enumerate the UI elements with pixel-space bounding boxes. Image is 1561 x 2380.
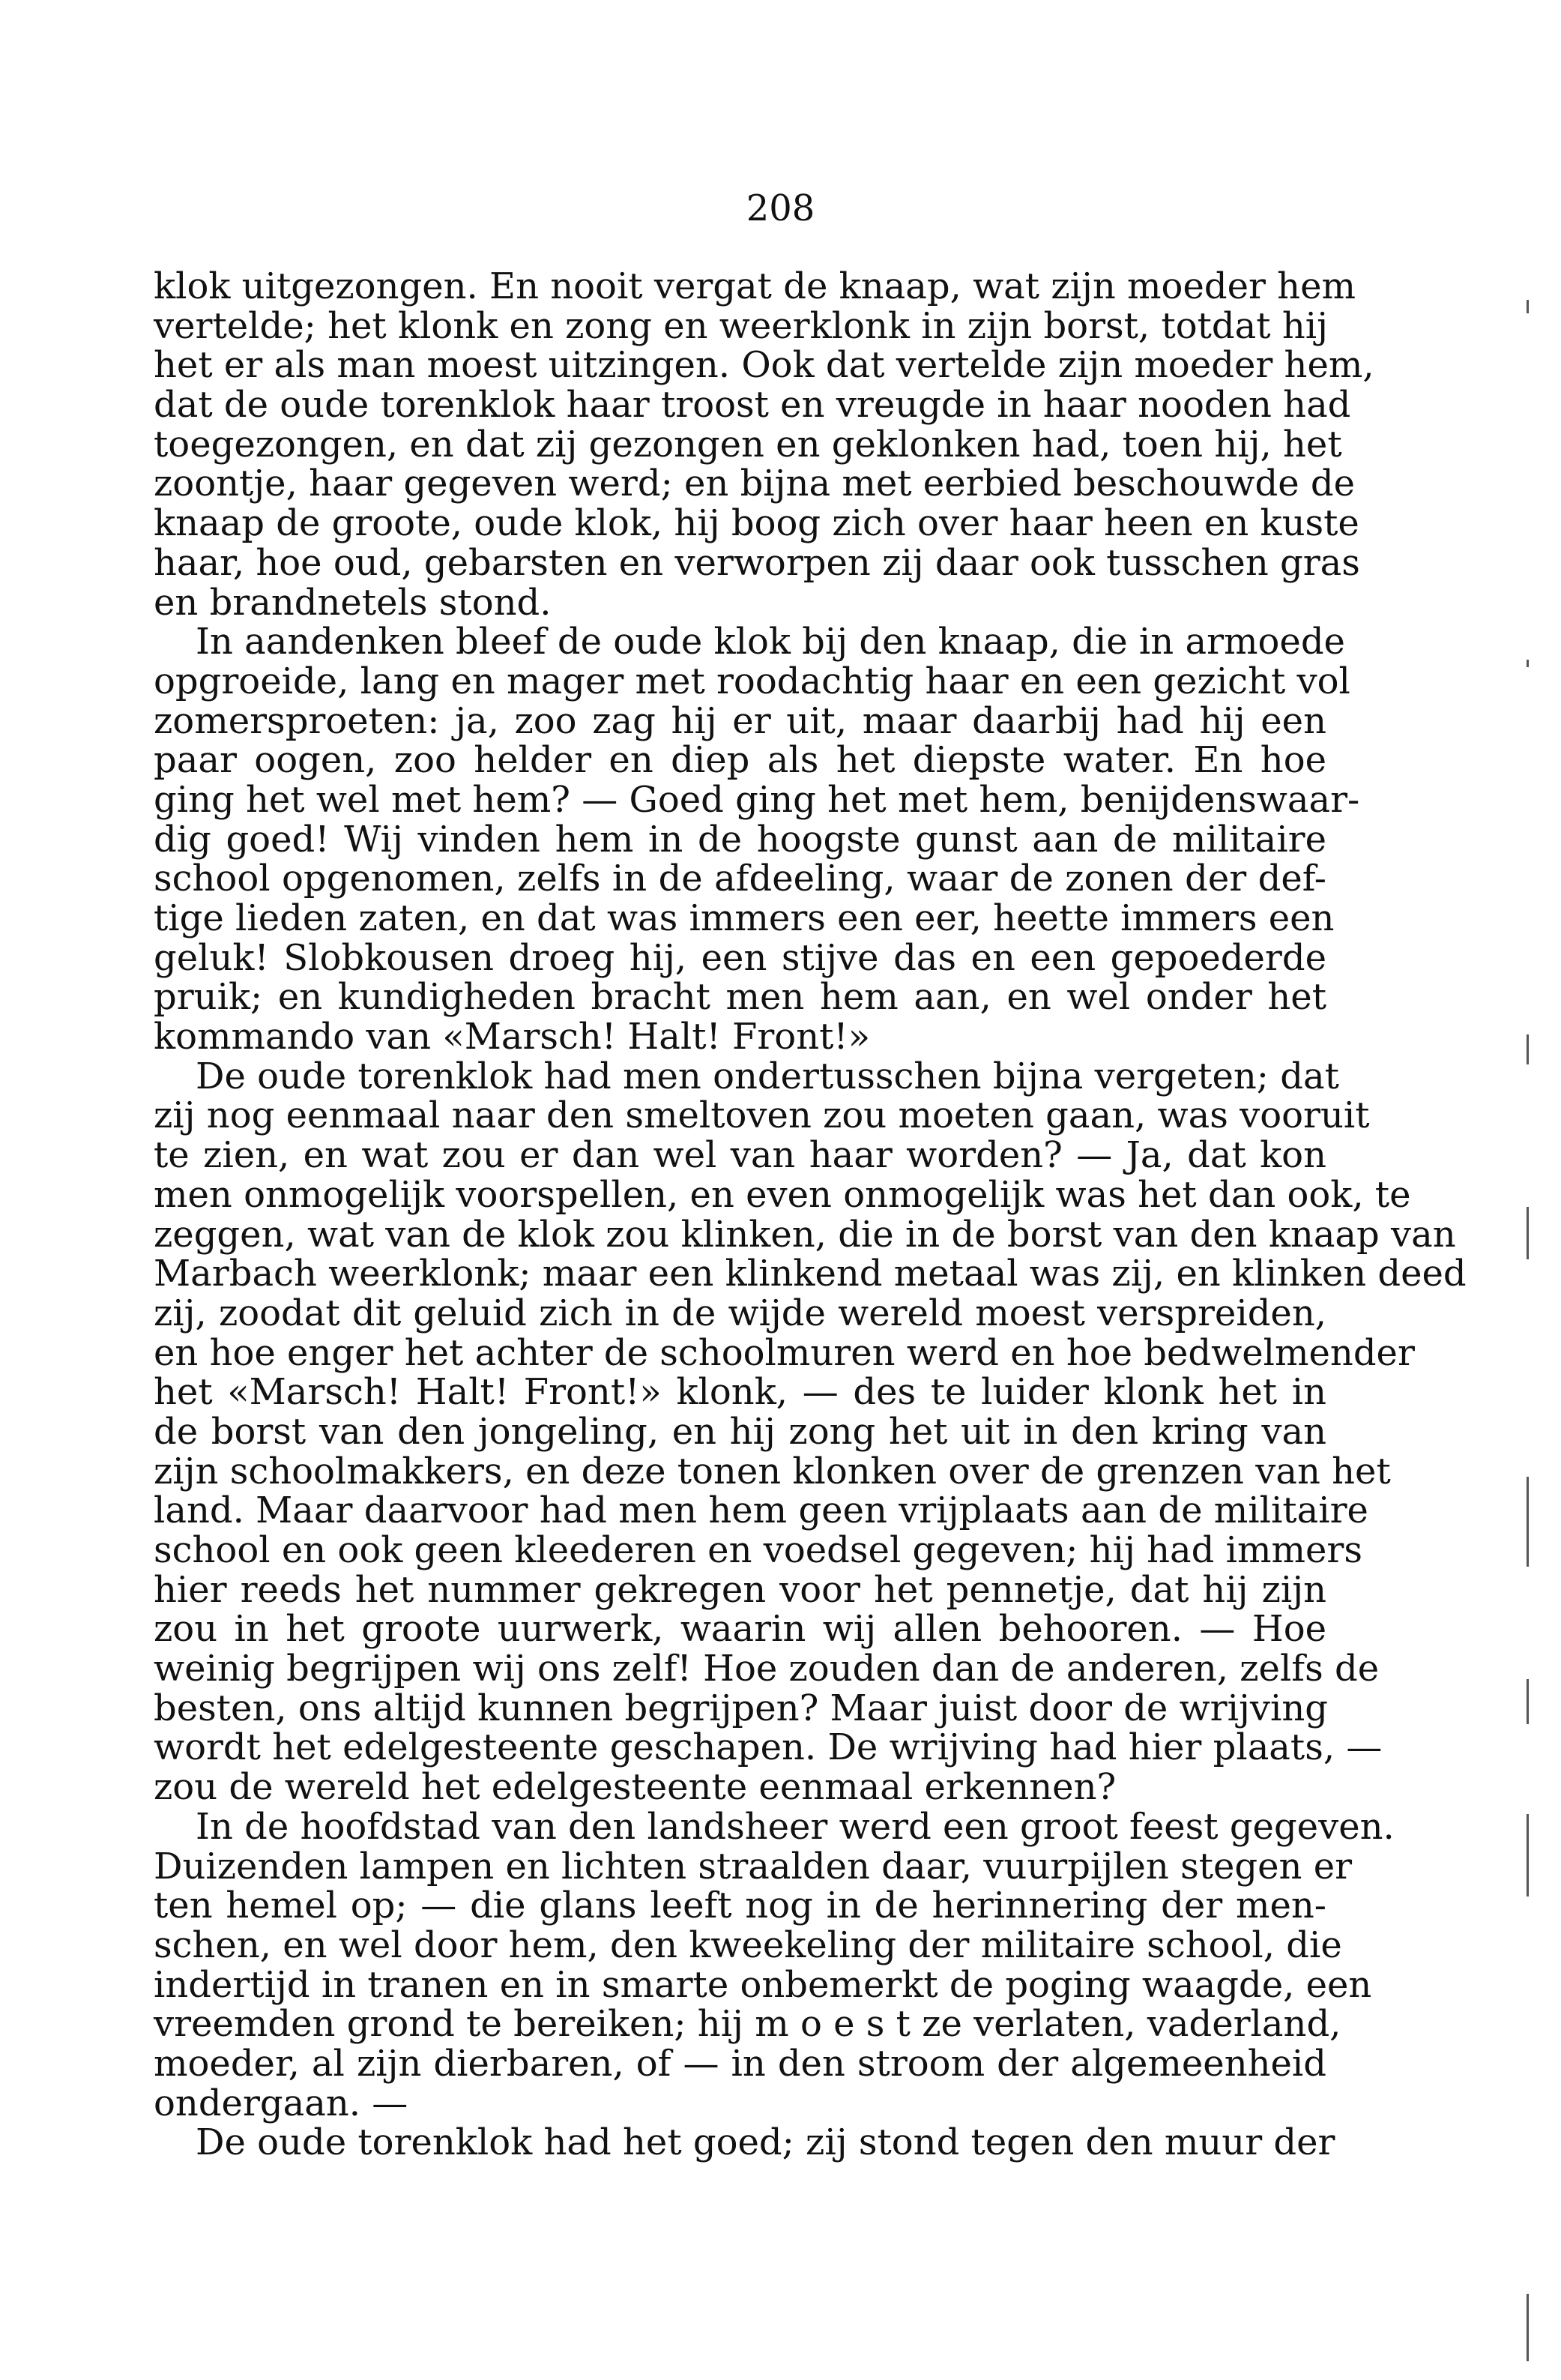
text-line: De oude torenklok had het goed; zij stond tegen den muur der [196, 2121, 1335, 2164]
text-line: De oude torenklok had men ondertusschen bijna vergeten; dat [196, 1055, 1339, 1097]
text-line: zou in het groote uurwerk, waarin wij allen behooren. — Hoe [154, 1608, 1326, 1651]
text-line: de borst van den jongeling, en hij zong het uit in den kring van [154, 1410, 1326, 1453]
text-line: zoontje, haar gegeven werd; en bijna met eerbied beschouwde de [154, 463, 1356, 505]
text-line: zij nog eenmaal naar den smeltoven zou moeten gaan, was vooruit [154, 1094, 1370, 1137]
text-line: zeggen, wat van de klok zou klinken, die in de borst van den knaap van [154, 1213, 1456, 1256]
text-line: moeder, al zijn dierbaren, of — in den stroom der algemeenheid [154, 2042, 1326, 2085]
text-line: Marbach weerklonk; maar een klinkend metaal was zij, en klinken deed [154, 1253, 1467, 1295]
text-line: ondergaan. — [154, 2082, 408, 2124]
text-line: ging het wel met hem? — Goed ging het met hem, benijdenswaar- [154, 778, 1360, 821]
text-line: school opgenomen, zelfs in de afdeeling, waar de zonen der def- [154, 858, 1326, 900]
text-line: haar, hoe oud, gebarsten en verworpen zij daar ook tusschen gras [154, 541, 1360, 584]
text-line: school en ook geen kleederen en voedsel gegeven; hij had immers [154, 1529, 1362, 1571]
text-line: Duizenden lampen en lichten straalden daar, vuurpijlen stegen er [154, 1845, 1353, 1888]
text-line: wordt het edelgesteente geschapen. De wrijving had hier plaats, — [154, 1726, 1383, 1769]
text-line: ten hemel op; — die glans leeft nog in de herinnering der men- [154, 1885, 1326, 1927]
text-line: vertelde; het klonk en zong en weerklonk in zijn borst, totdat hij [154, 304, 1328, 347]
text-line: besten, ons altijd kunnen begrijpen? Maar juist door de wrijving [154, 1687, 1328, 1729]
text-line: te zien, en wat zou er dan wel van haar worden? — Ja, dat kon [154, 1134, 1326, 1177]
page-number: 208 [746, 187, 815, 229]
text-line: opgroeide, lang en mager met roodachtig haar en een gezicht vol [154, 660, 1350, 702]
text-line: zij, zoodat dit geluid zich in de wijde wereld moest verspreiden, [154, 1292, 1326, 1334]
text-line: hier reeds het nummer gekregen voor het pennetje, dat hij zijn [154, 1568, 1326, 1611]
text-line: zomersproeten: ja, zoo zag hij er uit, maar daarbij had hij een [154, 699, 1326, 742]
text-line: dig goed! Wij vinden hem in de hoogste gunst aan de militaire [154, 818, 1326, 861]
text-line: toegezongen, en dat zij gezongen en geklonken had, toen hij, het [154, 423, 1342, 466]
text-line: weinig begrijpen wij ons zelf! Hoe zouden dan de anderen, zelfs de [154, 1648, 1380, 1690]
body-text [154, 265, 1467, 2164]
text-line: kommando van «Marsch! Halt! Front!» [154, 1016, 871, 1058]
text-line: In de hoofdstad van den landsheer werd een groot feest gegeven. [196, 1805, 1395, 1848]
text-line: land. Maar daarvoor had men hem geen vrijplaats aan de militaire [154, 1489, 1368, 1532]
text-line: tige lieden zaten, en dat was immers een eer, heette immers een [154, 897, 1335, 939]
text-line: knaap de groote, oude klok, hij boog zich over haar heen en kuste [154, 502, 1359, 545]
text-line: zou de wereld het edelgesteente eenmaal erkennen? [154, 1766, 1117, 1809]
text-line: klok uitgezongen. En nooit vergat de knaap, wat zijn moeder hem [154, 265, 1356, 307]
text-line: In aandenken bleef de oude klok bij den knaap, die in armoede [196, 621, 1345, 663]
text-line: vreemden grond te bereiken; hij m o e s t ze verlaten, vaderland, [154, 2003, 1341, 2046]
text-line: het «Marsch! Halt! Front!» klonk, — des te luider klonk het in [154, 1371, 1326, 1414]
text-line: schen, en wel door hem, den kweekeling der militaire school, die [154, 1923, 1342, 1966]
text-line: dat de oude torenklok haar troost en vreugde in haar nooden had [154, 384, 1351, 427]
text-line: indertijd in tranen en in smarte onbemerkt de poging waagde, een [154, 1963, 1372, 2006]
text-line: geluk! Slobkousen droeg hij, een stijve das en een gepoederde [154, 936, 1326, 979]
text-line: en brandnetels stond. [154, 581, 552, 624]
text-line: en hoe enger het achter de schoolmuren werd en hoe bedwelmender [154, 1331, 1415, 1374]
scan-edge-marks [1522, 270, 1531, 2369]
text-line: zijn schoolmakkers, en deze tonen klonken over de grenzen van het [154, 1450, 1391, 1492]
text-line: pruik; en kundigheden bracht men hem aan, en wel onder het [154, 976, 1326, 1019]
text-line: paar oogen, zoo helder en diep als het diepste water. En hoe [154, 739, 1326, 782]
text-line: men onmogelijk voorspellen, en even onmogelijk was het dan ook, te [154, 1173, 1411, 1216]
text-line: het er als man moest uitzingen. Ook dat vertelde zijn moeder hem, [154, 344, 1374, 387]
